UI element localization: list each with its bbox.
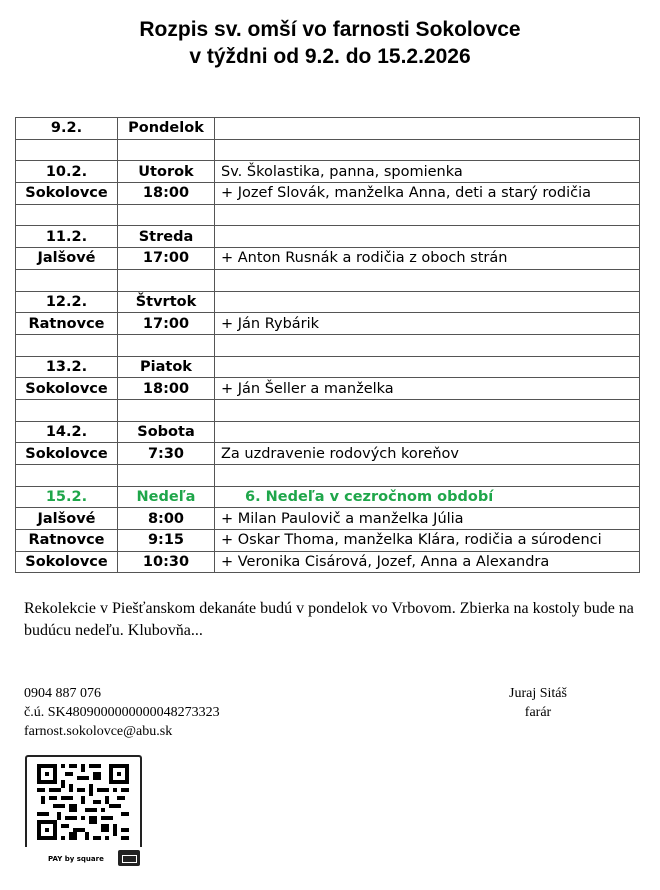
schedule-row bbox=[16, 204, 640, 226]
schedule-row bbox=[16, 530, 640, 552]
schedule-place-or-date: 14.2. bbox=[16, 421, 118, 443]
schedule-place-or-date: Sokolovce bbox=[16, 443, 118, 465]
schedule-time-or-day: Utorok bbox=[118, 161, 215, 183]
schedule-row bbox=[16, 118, 640, 140]
schedule-time-or-day bbox=[118, 399, 215, 421]
schedule-intention: Sv. Školastika, panna, spomienka bbox=[215, 161, 640, 183]
schedule-intention bbox=[215, 118, 640, 140]
schedule-intention: + Anton Rusnák a rodičia z oboch strán bbox=[215, 248, 640, 270]
schedule-body bbox=[16, 118, 640, 573]
schedule-place-or-date bbox=[16, 139, 118, 161]
schedule-time-or-day bbox=[118, 139, 215, 161]
bank-account: č.ú. SK4809000000000048273323 bbox=[24, 705, 220, 720]
schedule-time-or-day: Piatok bbox=[118, 356, 215, 378]
phone-number: 0904 887 076 bbox=[24, 686, 101, 701]
schedule-time-or-day bbox=[118, 334, 215, 356]
title-line-1: Rozpis sv. omší vo farnosti Sokolovce bbox=[139, 18, 521, 41]
schedule-place-or-date bbox=[16, 334, 118, 356]
schedule-intention bbox=[215, 465, 640, 487]
schedule-time-or-day: Sobota bbox=[118, 421, 215, 443]
schedule-row bbox=[16, 465, 640, 487]
pay-by-square-label: PAY by square bbox=[48, 855, 104, 863]
schedule-row bbox=[16, 269, 640, 291]
schedule-place-or-date: Sokolovce bbox=[16, 183, 118, 205]
email-address: farnost.sokolovce@abu.sk bbox=[24, 724, 173, 739]
schedule-time-or-day: Pondelok bbox=[118, 118, 215, 140]
schedule-place-or-date: 11.2. bbox=[16, 226, 118, 248]
schedule-intention bbox=[215, 291, 640, 313]
schedule-intention: + Oskar Thoma, manželka Klára, rodičia a súrodenci bbox=[215, 530, 640, 552]
title-line-2: v týždni od 9.2. do 15.2.2026 bbox=[189, 45, 471, 68]
schedule-place-or-date: 15.2. bbox=[16, 486, 118, 508]
announcement-text: Rekolekcie v Piešťanskom dekanáte budú v pondelok vo Vrbovom. Zbierka na kostoly bude na budúcu nedeľu. Klubovňa... bbox=[24, 600, 634, 639]
schedule-intention: Za uzdravenie rodových koreňov bbox=[215, 443, 640, 465]
schedule-row bbox=[16, 378, 640, 400]
schedule-place-or-date: Jalšové bbox=[16, 508, 118, 530]
schedule-place-or-date bbox=[16, 204, 118, 226]
schedule-time-or-day: Streda bbox=[118, 226, 215, 248]
contact-block bbox=[24, 684, 220, 741]
schedule-row bbox=[16, 161, 640, 183]
schedule-time-or-day bbox=[118, 204, 215, 226]
schedule-time-or-day: 10:30 bbox=[118, 551, 215, 573]
schedule-row bbox=[16, 356, 640, 378]
schedule-time-or-day: 18:00 bbox=[118, 378, 215, 400]
schedule-row bbox=[16, 139, 640, 161]
schedule-place-or-date: 13.2. bbox=[16, 356, 118, 378]
schedule-intention bbox=[215, 399, 640, 421]
schedule-time-or-day: 17:00 bbox=[118, 313, 215, 335]
schedule-place-or-date bbox=[16, 465, 118, 487]
schedule-time-or-day bbox=[118, 269, 215, 291]
schedule-row bbox=[16, 313, 640, 335]
schedule-intention bbox=[215, 269, 640, 291]
schedule-time-or-day: 18:00 bbox=[118, 183, 215, 205]
signature-block bbox=[490, 684, 586, 722]
schedule-row bbox=[16, 421, 640, 443]
signature-role: farár bbox=[524, 705, 552, 720]
pay-by-square-frame bbox=[25, 755, 142, 847]
schedule-intention: + Milan Paulovič a manželka Júlia bbox=[215, 508, 640, 530]
schedule-place-or-date: Ratnovce bbox=[16, 313, 118, 335]
schedule-row bbox=[16, 226, 640, 248]
schedule-time-or-day: 8:00 bbox=[118, 508, 215, 530]
schedule-time-or-day bbox=[118, 465, 215, 487]
schedule-row bbox=[16, 486, 640, 508]
schedule-place-or-date: Sokolovce bbox=[16, 551, 118, 573]
page-title bbox=[0, 16, 660, 70]
schedule-row bbox=[16, 291, 640, 313]
schedule-place-or-date: 9.2. bbox=[16, 118, 118, 140]
signature-name: Juraj Sitáš bbox=[509, 686, 567, 701]
schedule-time-or-day: 7:30 bbox=[118, 443, 215, 465]
schedule-place-or-date: 12.2. bbox=[16, 291, 118, 313]
schedule-time-or-day: Štvrtok bbox=[118, 291, 215, 313]
schedule-place-or-date: Jalšové bbox=[16, 248, 118, 270]
schedule-intention: + Jozef Slovák, manželka Anna, deti a starý rodičia bbox=[215, 183, 640, 205]
schedule-time-or-day: 9:15 bbox=[118, 530, 215, 552]
schedule-intention bbox=[215, 356, 640, 378]
schedule-row bbox=[16, 183, 640, 205]
schedule-row bbox=[16, 551, 640, 573]
qr-code-icon bbox=[37, 764, 129, 840]
schedule-time-or-day: 17:00 bbox=[118, 248, 215, 270]
schedule-intention bbox=[215, 226, 640, 248]
schedule-intention bbox=[215, 421, 640, 443]
schedule-row bbox=[16, 248, 640, 270]
schedule-intention: + Veronika Cisárová, Jozef, Anna a Alexandra bbox=[215, 551, 640, 573]
schedule-row bbox=[16, 334, 640, 356]
card-icon bbox=[118, 850, 140, 866]
schedule-row bbox=[16, 399, 640, 421]
schedule-intention: + Ján Rybárik bbox=[215, 313, 640, 335]
schedule-place-or-date bbox=[16, 269, 118, 291]
schedule-intention bbox=[215, 334, 640, 356]
schedule-intention bbox=[215, 139, 640, 161]
schedule-time-or-day: Nedeľa bbox=[118, 486, 215, 508]
schedule-intention: + Ján Šeller a manželka bbox=[215, 378, 640, 400]
schedule-row bbox=[16, 443, 640, 465]
schedule-row bbox=[16, 508, 640, 530]
schedule-intention: 6. Nedeľa v cezročnom období bbox=[215, 486, 640, 508]
schedule-place-or-date bbox=[16, 399, 118, 421]
mass-schedule-table bbox=[15, 117, 640, 573]
schedule-place-or-date: Sokolovce bbox=[16, 378, 118, 400]
schedule-place-or-date: 10.2. bbox=[16, 161, 118, 183]
schedule-place-or-date: Ratnovce bbox=[16, 530, 118, 552]
schedule-intention bbox=[215, 204, 640, 226]
